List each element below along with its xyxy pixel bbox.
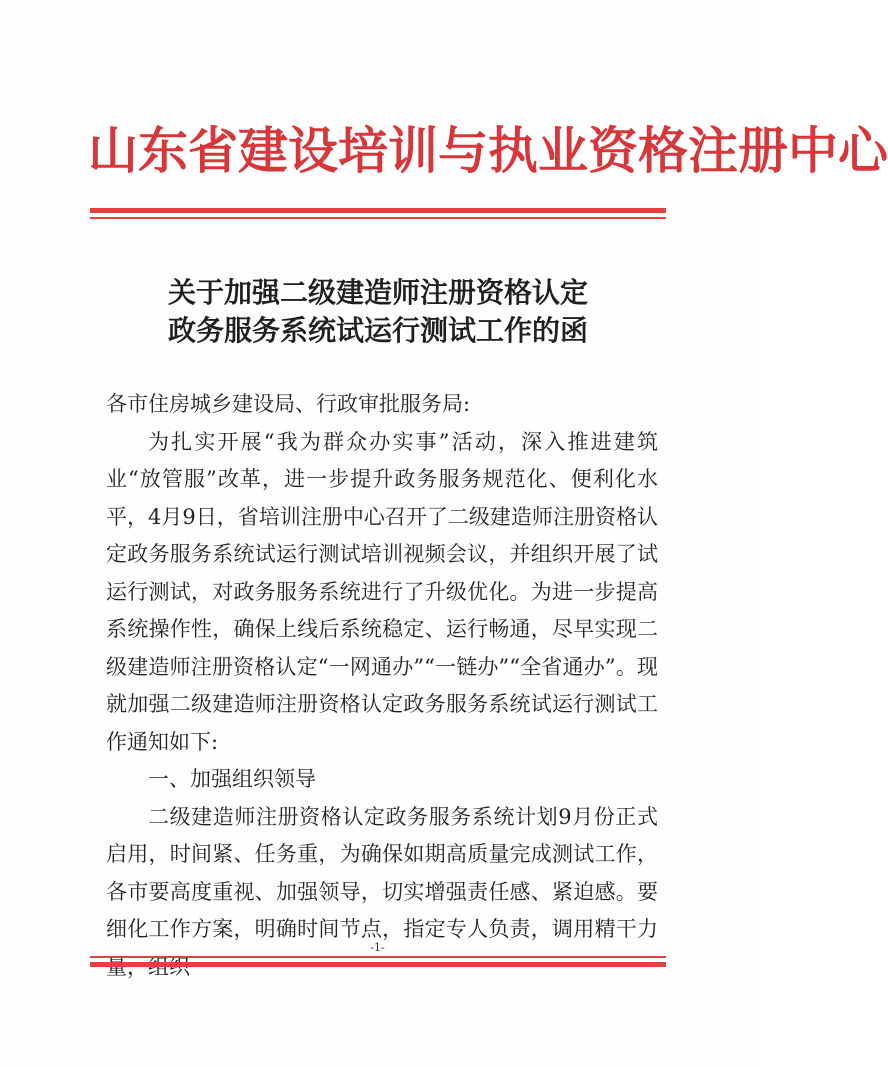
footer-rule-thin [90, 956, 666, 958]
document-title-line-1: 关于加强二级建造师注册资格认定 [167, 276, 588, 309]
document-title-line-2: 政务服务系统试运行测试工作的函 [167, 314, 588, 347]
document-body [106, 386, 658, 986]
footer-rule-thick [90, 962, 666, 967]
section-heading-1: 一、加强组织领导 [148, 767, 316, 791]
masthead-org-name: 山东省建设培训与执业资格注册中心 [88, 121, 888, 180]
page-number: -1- [370, 941, 385, 954]
body-paragraph-2: 二级建造师注册资格认定政务服务系统计划9月份正式启用，时间紧、任务重，为确保如期高质量完成测试工作，各市要高度重视、加强领导，切实增强责任感、紧迫感。要细化工作方案，明确时间节点，指定专人负责，调用精干力 [106, 804, 658, 941]
salutation: 各市住房城乡建设局、行政审批服务局: [106, 392, 471, 416]
masthead-rule-thin [90, 217, 666, 219]
body-paragraph-1: 为扎实开展“我为群众办实事”活动，深入推进建筑业“放管服”改革，进一步提升政务服务规范化、便利化水平，4月9日，省培训注册中心召开了二级建造师注册资格认定政务服务系统试运行测试培训视频会议，并组织开展了试运行测试，对政务服务系统进行了升级优化。为进一步提高系统操作性，确保上线后系统稳定、运行畅通，尽早实现二级建造师注册资格认定“一网通办”“一链办”“全省通办”。现就加强二级建造师注册资格认定政务服务系统试运行测试工作通知如下: [106, 429, 658, 754]
masthead-rule-thick [90, 208, 666, 213]
